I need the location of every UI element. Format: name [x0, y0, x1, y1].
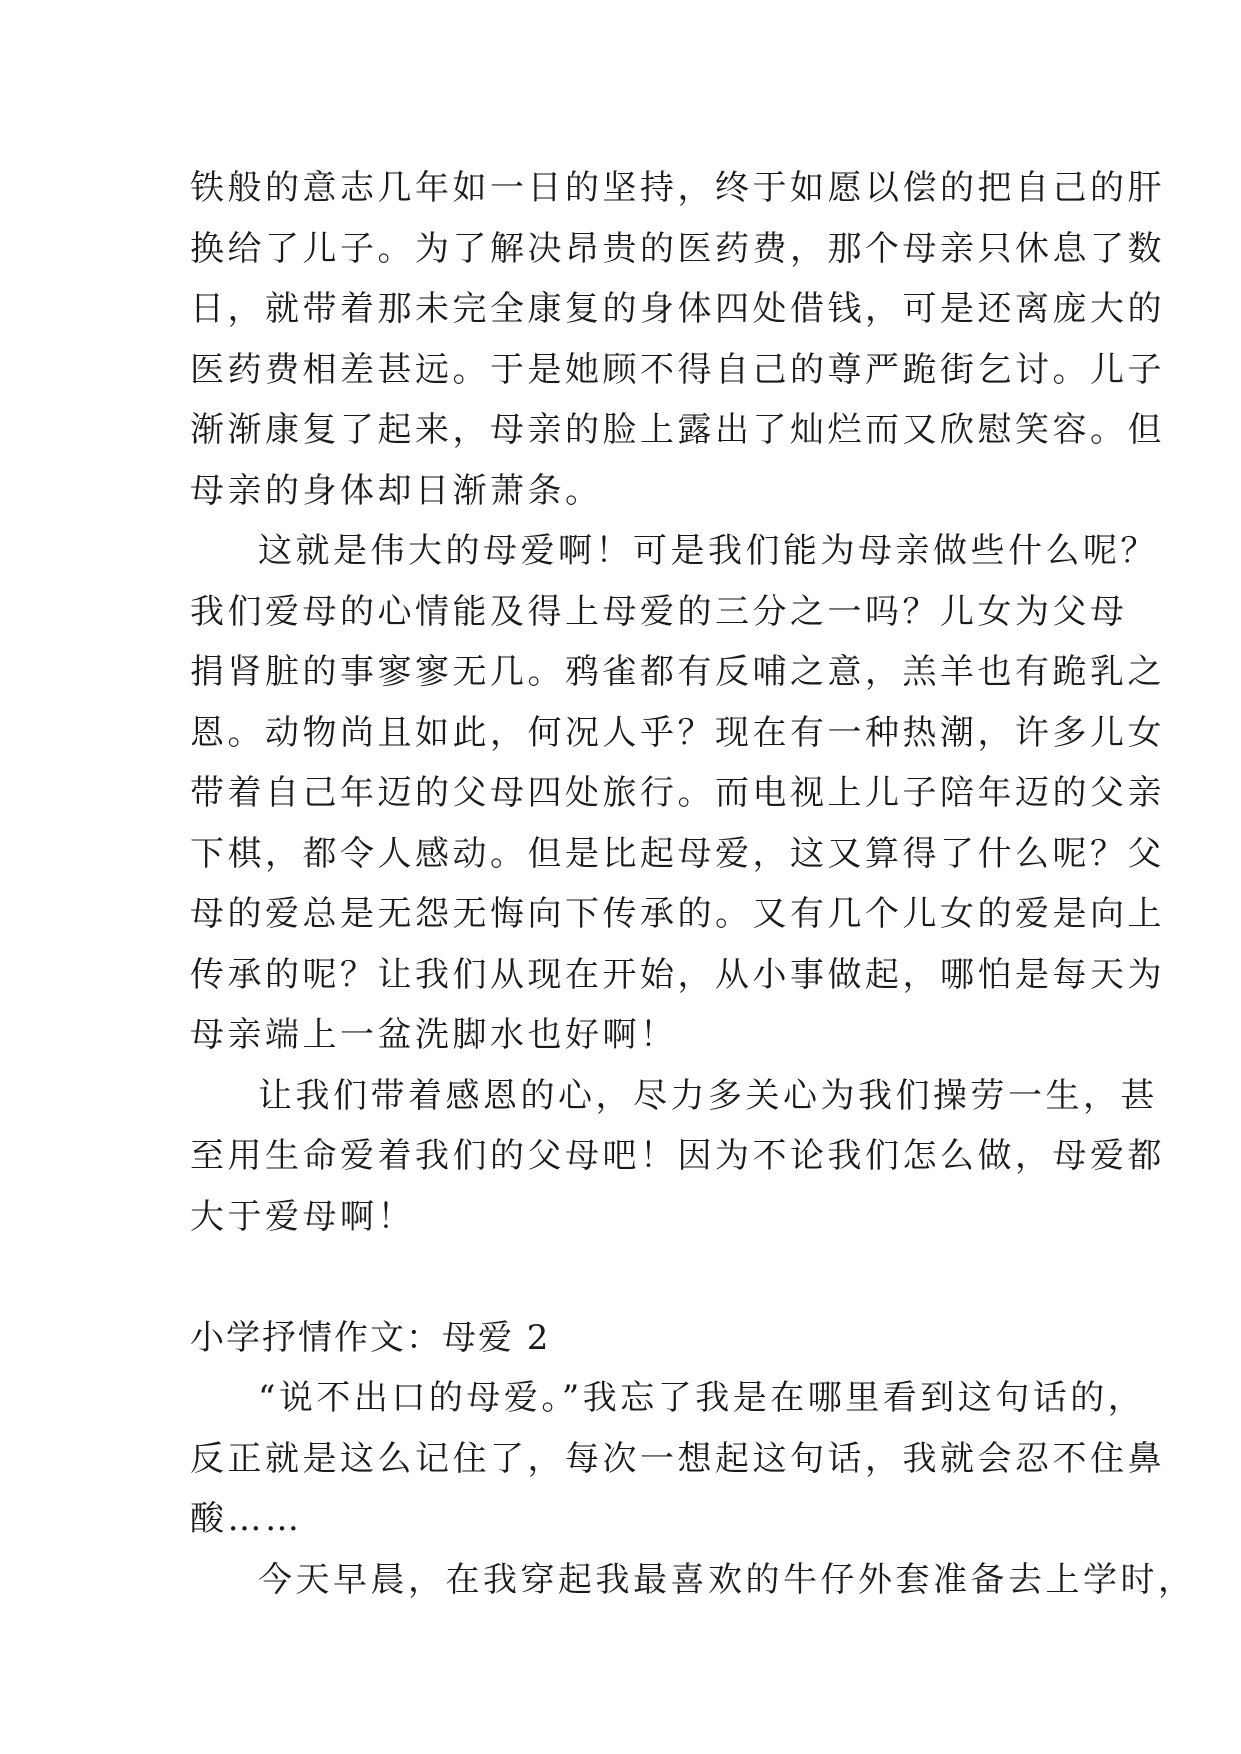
text-line: 反正就是这么记住了，每次一想起这句话，我就会忍不住鼻 — [190, 1438, 1165, 1479]
paragraph-1 — [190, 158, 1165, 521]
text-line: 这就是伟大的母爱啊！可是我们能为母亲做些什么呢？ — [258, 531, 1158, 571]
text-line: 母亲端上一盆洗脚水也好啊！ — [190, 1015, 678, 1055]
text-line: 铁般的意志几年如一日的坚持，终于如愿以偿的把自己的肝 — [190, 168, 1165, 208]
text-line: 母的爱总是无怨无悔向下传承的。又有几个儿女的爱是向上 — [190, 894, 1165, 934]
text-line: 酸…… — [190, 1499, 303, 1539]
text-line: 带着自己年迈的父母四处旅行。而电视上儿子陪年迈的父亲 — [190, 773, 1165, 813]
paragraph-5 — [190, 1550, 1196, 1611]
section-heading: 小学抒情作文：母爱 2 — [190, 1317, 551, 1358]
text-line: 让我们带着感恩的心，尽力多关心为我们操劳一生，甚 — [258, 1075, 1158, 1116]
text-line: 母亲的身体却日渐萧条。 — [190, 470, 603, 511]
text-line: “说不出口的母爱。”我忘了我是在哪里看到这句话的， — [258, 1378, 1146, 1418]
text-line: 日，就带着那未完全康复的身体四处借钱，可是还离庞大的 — [190, 289, 1165, 329]
text-line: 恩。动物尚且如此，何况人乎？现在有一种热潮，许多儿女 — [190, 712, 1165, 753]
text-line: 我们爱母的心情能及得上母爱的三分之一吗？儿女为父母 — [190, 591, 1128, 632]
text-line: 换给了儿子。为了解决昂贵的医药费，那个母亲只休息了数 — [190, 228, 1165, 269]
paragraph-3 — [190, 1066, 1165, 1248]
text-line: 大于爱母啊！ — [190, 1196, 415, 1237]
text-line: 下棋，都令人感动。但是比起母爱，这又算得了什么呢？父 — [190, 833, 1165, 874]
paragraph-2 — [190, 521, 1165, 1066]
document-body — [190, 158, 1196, 1610]
paragraph-4 — [190, 1368, 1165, 1550]
text-line: 今天早晨，在我穿起我最喜欢的牛仔外套准备去上学时， — [258, 1559, 1196, 1600]
text-line: 至用生命爱着我们的父母吧！因为不论我们怎么做，母爱都 — [190, 1136, 1165, 1176]
text-line: 捐肾脏的事寥寥无几。鸦雀都有反哺之意，羔羊也有跪乳之 — [190, 652, 1165, 692]
text-line: 传承的呢？让我们从现在开始，从小事做起，哪怕是每天为 — [190, 954, 1165, 995]
paragraph-spacer — [190, 1247, 1050, 1308]
text-line: 渐渐康复了起来，母亲的脸上露出了灿烂而又欣慰笑容。但 — [190, 410, 1165, 450]
text-line: 医药费相差甚远。于是她顾不得自己的尊严跪街乞讨。儿子 — [190, 349, 1165, 390]
